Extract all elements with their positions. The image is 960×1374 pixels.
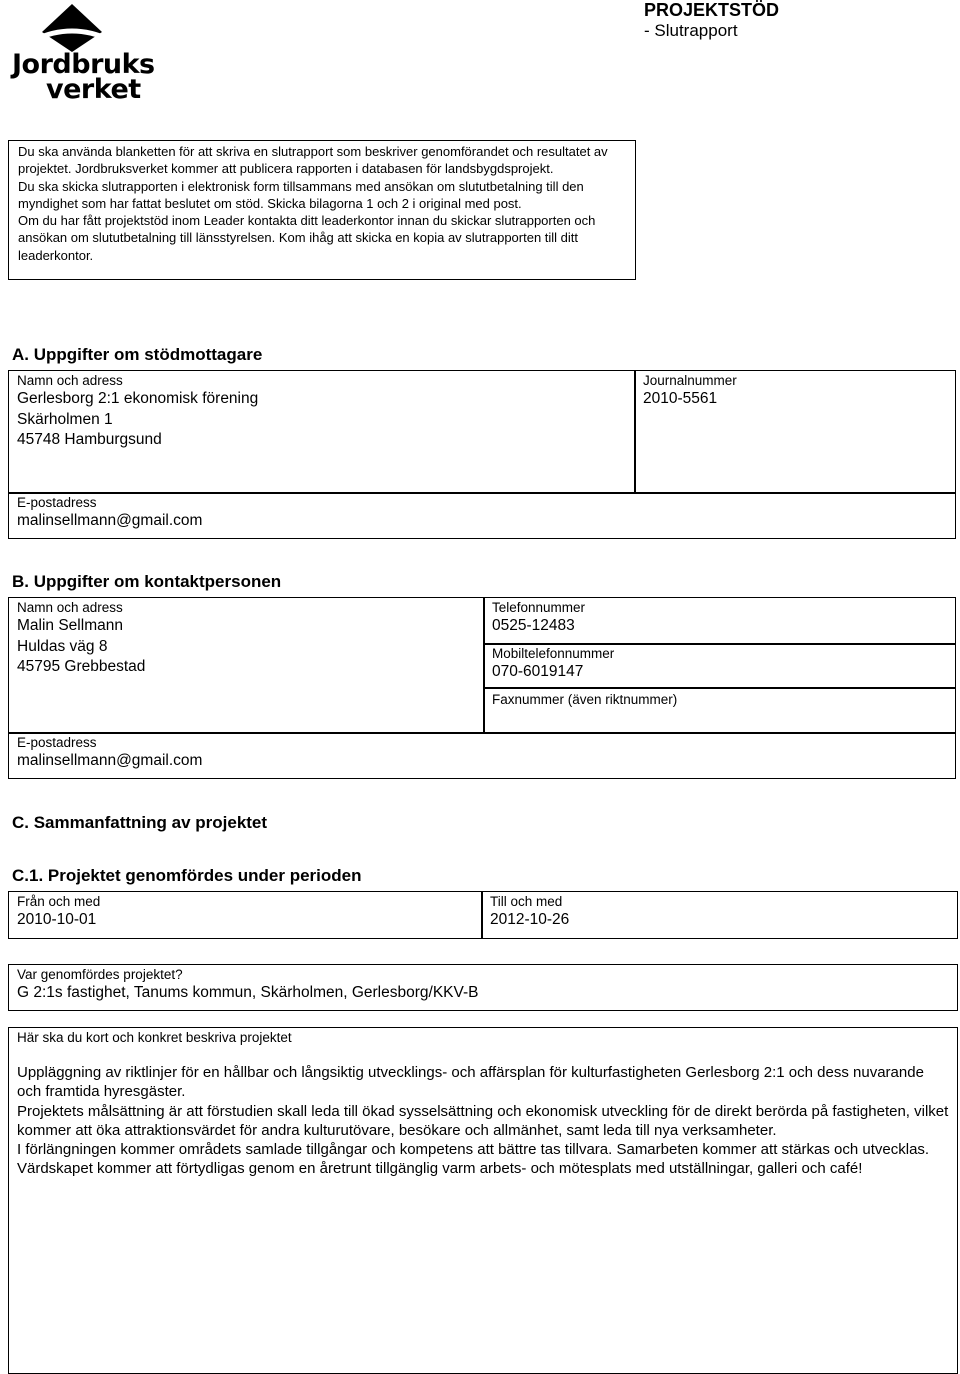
- instruction-paragraph: Om du har fått projektstöd inom Leader kontakta ditt leaderkontor innan du skickar slutrapporten och ansökan om slututbetalning till länsstyrelsen. Kom ihåg att skicka en kopia av slutrapporten till ditt leaderkontor.: [18, 213, 596, 263]
- field-label: Till och med: [490, 894, 563, 909]
- contact-phone-field[interactable]: [483, 597, 956, 645]
- field-value: 0525-12483: [492, 617, 575, 634]
- contact-email-field[interactable]: [8, 732, 956, 779]
- field-label: Mobiltelefonnummer: [492, 646, 615, 661]
- field-value: 070-6019147: [492, 663, 584, 680]
- field-value: 2010-10-01: [17, 911, 97, 928]
- instructions-box: [8, 140, 636, 280]
- field-value: malinsellmann@gmail.com: [17, 752, 203, 769]
- field-label: Här ska du kort och konkret beskriva projektet: [17, 1030, 292, 1045]
- field-value: G 2:1s fastighet, Tanums kommun, Skärholmen, Gerlesborg/KKV-B: [17, 984, 479, 1001]
- field-value: Malin Sellmann: [17, 617, 123, 634]
- recipient-email-field[interactable]: [8, 492, 956, 539]
- section-b-heading: B. Uppgifter om kontaktpersonen: [12, 572, 282, 591]
- logo-text: [12, 49, 155, 105]
- form-subtitle: - Slutrapport: [644, 21, 738, 40]
- project-location-field[interactable]: [8, 964, 958, 1011]
- field-label: Namn och adress: [17, 373, 123, 388]
- logo-line1: Jordbruks: [12, 49, 155, 80]
- period-to-field[interactable]: [481, 891, 958, 939]
- field-label: E-postadress: [17, 735, 97, 750]
- field-label: Faxnummer (även riktnummer): [492, 692, 678, 707]
- field-label: Namn och adress: [17, 600, 123, 615]
- period-from-field[interactable]: [8, 891, 483, 939]
- description-paragraph: Uppläggning av riktlinjer för en hållbar och långsiktig utvecklings- och affärsplan för kulturfastigheten Gerlesborg 2:1 och dess nuvarande och framtida hyresgäster.: [17, 1064, 924, 1101]
- field-label: Journalnummer: [643, 373, 737, 388]
- description-paragraph: Värdskapet kommer att förtydligas genom en åretrunt tillgänglig varm arbets- och mötesplats med utställningar, galleri och café!: [17, 1160, 863, 1178]
- jordbruksverket-logo: [10, 2, 155, 105]
- form-title: PROJEKTSTÖD: [644, 0, 780, 20]
- description-paragraph: Projektets målsättning är att förstudien skall leda till ökad sysselsättning och ekonomisk utveckling för de direkt berörda på fastigheten, vilket kommer att öka attraktionsvärdet för andra kulturutövare, besökare och allmänhet, samt leda till nya verksamheter.: [17, 1102, 949, 1139]
- recipient-name-address-field[interactable]: [8, 370, 636, 494]
- field-value: Skärholmen 1: [17, 410, 113, 428]
- field-value: 2010-5561: [643, 390, 718, 407]
- logo-line2: verket: [46, 74, 141, 105]
- contact-name-address-field[interactable]: [8, 597, 485, 734]
- field-value: 45748 Hamburgsund: [17, 431, 162, 448]
- section-a-heading: A. Uppgifter om stödmottagare: [12, 345, 263, 364]
- instruction-paragraph: Du ska använda blanketten för att skriva en slutrapport som beskriver genomförandet och resultatet av projektet. Jordbruksverket kommer att publicera rapporten i databasen för landsbygdsprojekt.: [18, 144, 608, 177]
- field-value: malinsellmann@gmail.com: [17, 512, 203, 529]
- field-label: Från och med: [17, 894, 101, 909]
- section-c-heading: C. Sammanfattning av projektet: [12, 813, 268, 832]
- instruction-paragraph: Du ska skicka slutrapporten i elektronisk form tillsammans med ansökan om slututbetalning till den myndighet som har fattat beslutet om stöd. Skicka bilagorna 1 och 2 i original med post.: [18, 178, 584, 211]
- field-value: Gerlesborg 2:1 ekonomisk förening: [17, 390, 259, 407]
- field-value: 45795 Grebbestad: [17, 658, 146, 675]
- project-description-field[interactable]: [8, 1027, 958, 1374]
- field-label: E-postadress: [17, 495, 97, 510]
- field-value: 2012-10-26: [490, 911, 570, 928]
- journal-number-field[interactable]: [634, 370, 956, 494]
- field-label: Var genomfördes projektet?: [17, 967, 183, 982]
- field-value: Huldas väg 8: [17, 637, 108, 655]
- contact-mobile-field[interactable]: [483, 643, 956, 689]
- field-label: Telefonnummer: [492, 600, 586, 615]
- contact-fax-field[interactable]: [483, 687, 956, 734]
- section-c1-heading: C.1. Projektet genomfördes under perioden: [12, 866, 362, 885]
- description-paragraph: I förlängningen kommer områdets samlade tillgångar och kompetens att bättre tas tillvara. Samarbeten kommer att stärkas och utvecklas.: [17, 1141, 930, 1159]
